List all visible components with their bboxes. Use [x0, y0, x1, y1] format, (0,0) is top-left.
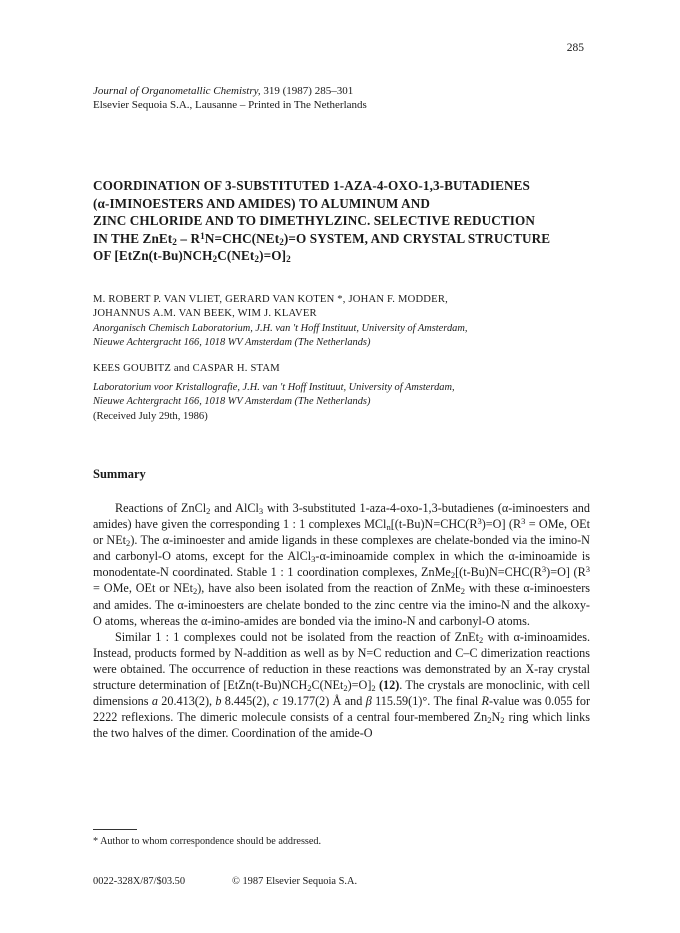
affiliation-2: Laboratorium voor Kristallografie, J.H. van 't Hoff Instituut, University of Amsterdam, Nieuwe Achtergracht 166, 1018 WV Amsterdam (The Netherlands)	[93, 382, 455, 407]
author-group-1: M. ROBERT P. VAN VLIET, GERARD VAN KOTEN *, JOHAN F. MODDER, JOHANNUS A.M. VAN BEEK, WIM J. KLAVER	[93, 294, 448, 319]
copyright-notice: © 1987 Elsevier Sequoia S.A.	[232, 876, 358, 887]
page-number: 285	[566, 42, 584, 54]
article-title	[93, 177, 593, 265]
summary-heading: Summary	[93, 467, 146, 481]
title-line-2: (α-IMINOESTERS AND AMIDES) TO ALUMINUM AND	[93, 195, 431, 211]
title-line-5: OF $[EtZn(t-Bu)NCH_2C(NEt_2)=O]_2$	[93, 248, 291, 264]
summary-body	[93, 500, 590, 741]
journal-citation: 319 (1987) 285–301	[260, 85, 354, 97]
footnote: * Author to whom correspondence should be addressed.	[93, 836, 322, 847]
received-date: (Received July 29th, 1986)	[93, 411, 208, 422]
summary-paragraph-1: Reactions of ZnCl$_2$ and AlCl$_3$ with 3-substituted 1-aza-4-oxo-1,3-butadienes (α-iminoesters and amides) have given the corresponding 1 : 1 complexes $MCl_n[(t-Bu)N=CHC(R^3)=O] (R^3$ = OMe, OEt or NEt$_2$). The α-iminoester and amide ligands in these complexes are chelate-bonded via the imino-N and carbonyl-O atoms, except for the AlCl$_3$-α-iminoamide complex in which the α-iminoamide is monodentate-N coordinated. Stable 1 : 1 coordination complexes, $ZnMe_2[(t-Bu)N=CHC(R^3)=O] (R^3$ = OMe, OEt or NEt$_2$), have also been isolated from the reaction of ZnMe$_2$ with these α-iminoesters and amides. The α-iminoesters are chelate bonded to the zinc centre via the imino-N and the alkoxy-O atoms, whereas the α-imino-amides are bonded via the imino-N and carbonyl-O atoms.	[93, 501, 591, 628]
footnote-divider	[93, 829, 137, 830]
summary-paragraph-2: Similar 1 : 1 complexes could not be isolated from the reaction of ZnEt$_2$ with α-iminoamides. Instead, products formed by N-addition as well as by N=C reduction and C–C dimerization reactions were obtained. The occurrence of reduction in these reactions was demonstrated by an X-ray crystal structure determination of $[EtZn(t-Bu)NCH_2C(NEt_2)=O]_2$ (12). The crystals are monoclinic, with cell dimensions a 20.413(2), b 8.445(2), c 19.177(2) Å and β 115.59(1)°. The final R-value was 0.055 for 2222 reflexions. The dimeric molecule consists of a central four-membered $Zn_2N_2$ ring which links the two halves of the dimer. Coordination of the amide-O	[93, 629, 591, 741]
affiliation-1: Anorganisch Chemisch Laboratorium, J.H. van 't Hoff Instituut, University of Amsterdam, Nieuwe Achtergracht 166, 1018 WV Amsterdam (The Netherlands)	[93, 323, 468, 348]
author-group-2: KEES GOUBITZ and CASPAR H. STAM	[93, 363, 280, 374]
publisher-line: Elsevier Sequoia S.A., Lausanne – Printed in The Netherlands	[93, 99, 367, 111]
journal-name: Journal of Organometallic Chemistry,	[93, 85, 261, 97]
title-line-1: COORDINATION OF 3-SUBSTITUTED 1-AZA-4-OXO-1,3-BUTADIENES	[93, 178, 530, 193]
title-line-4: IN THE ZnEt$_2$ – $R^1N=CHC(NEt_2)=O$ SYSTEM, AND CRYSTAL STRUCTURE	[93, 230, 551, 247]
title-line-3: ZINC CHLORIDE AND TO DIMETHYLZINC. SELECTIVE REDUCTION	[93, 213, 536, 228]
article-code: 0022-328X/87/$03.50	[93, 876, 186, 887]
journal-header	[93, 84, 367, 112]
